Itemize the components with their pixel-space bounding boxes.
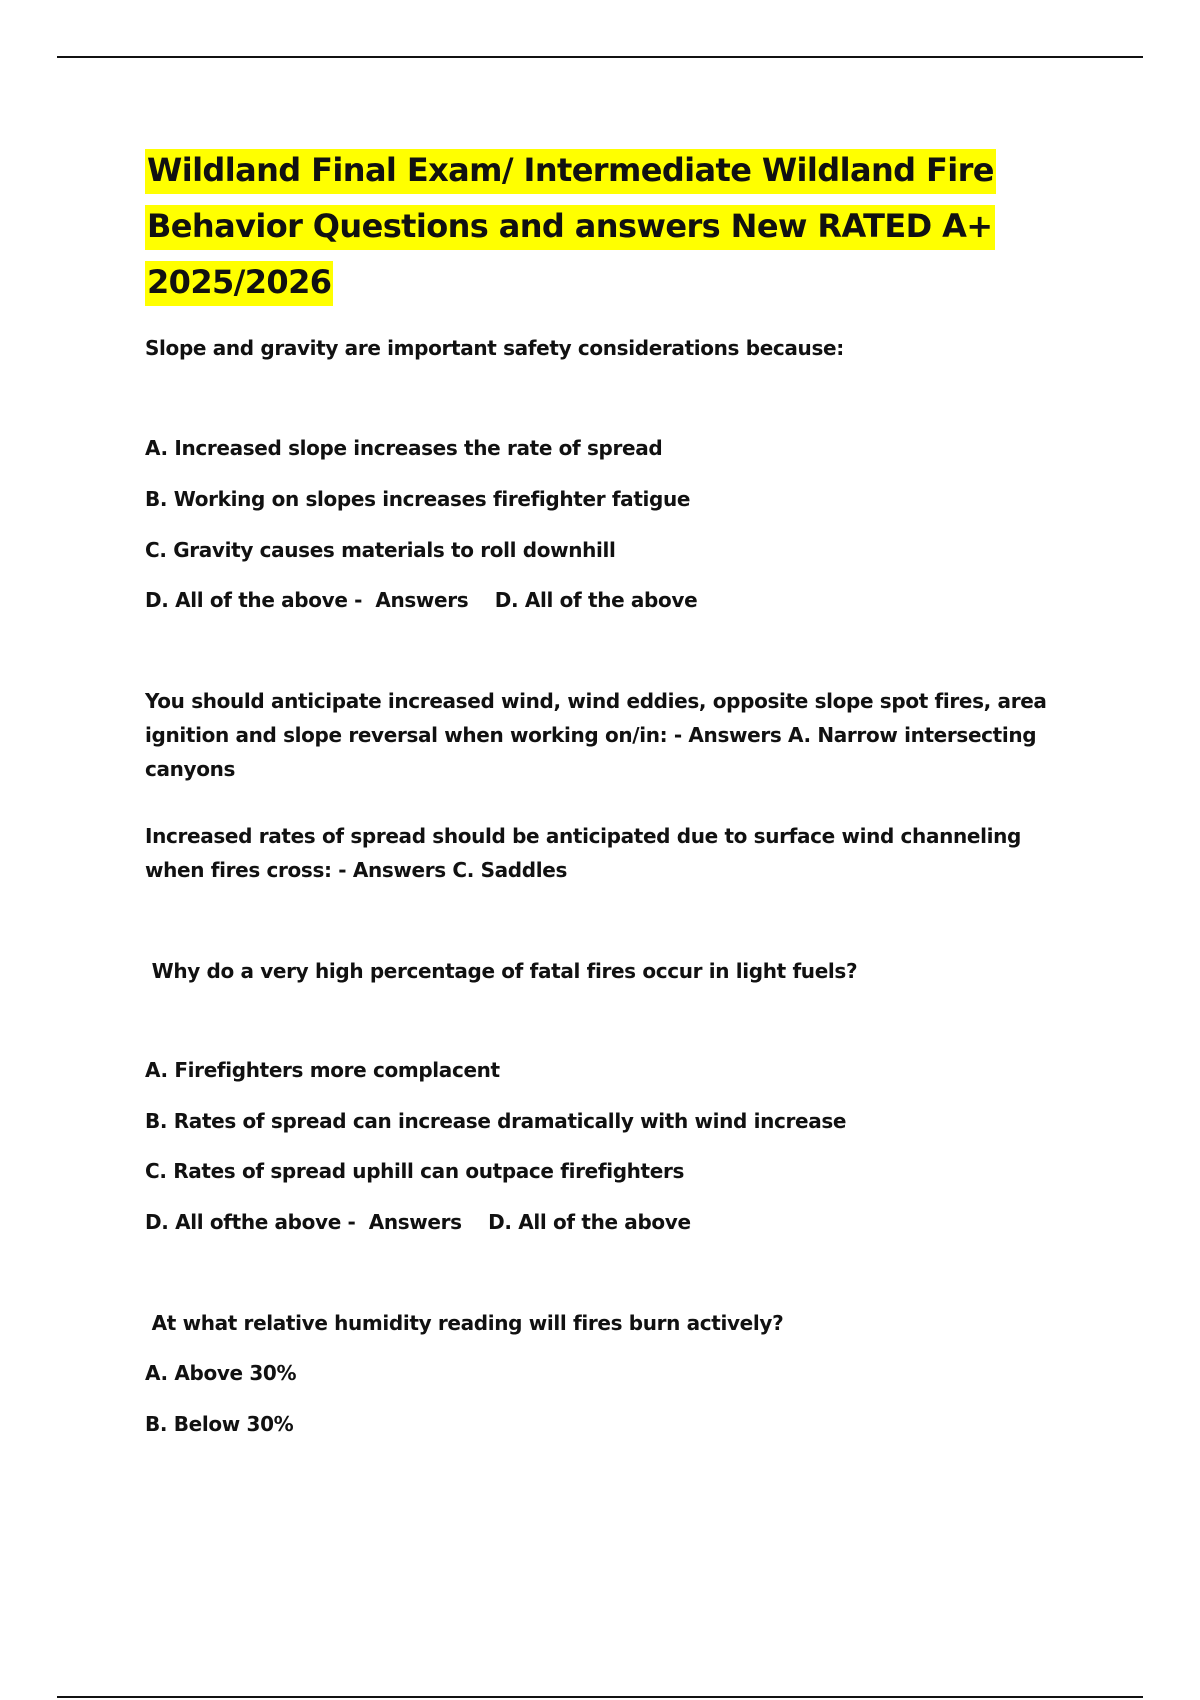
q1-option-a: A. Increased slope increases the rate of spread [145,436,663,460]
question-4: Why do a very high percentage of fatal fires occur in light fuels? [145,959,858,983]
q1-option-b: B. Working on slopes increases firefighter fatigue [145,487,691,511]
q4-option-c: C. Rates of spread uphill can outpace firefighters [145,1159,685,1183]
question-2-with-answer: You should anticipate increased wind, wind eddies, opposite slope spot fires, area ignition and slope reversal when working on/in: - Answers A. Narrow intersecting canyons [145,689,1047,781]
q4-option-a: A. Firefighters more complacent [145,1058,500,1082]
question-5: At what relative humidity reading will fires burn actively? [145,1311,784,1335]
document-title [145,142,1005,310]
q4-option-b: B. Rates of spread can increase dramatically with wind increase [145,1109,847,1133]
q5-option-b: B. Below 30% [145,1412,294,1436]
q1-option-c: C. Gravity causes materials to roll downhill [145,538,616,562]
q5-option-a: A. Above 30% [145,1361,297,1385]
q1-option-d-answer: D. All of the above - Answers D. All of the above [145,588,698,612]
bottom-divider [57,1696,1143,1698]
question-1: Slope and gravity are important safety considerations because: [145,336,844,360]
question-3-with-answer: Increased rates of spread should be anticipated due to surface wind channeling when fires cross: - Answers C. Saddles [145,824,1021,882]
q4-option-d-answer: D. All ofthe above - Answers D. All of the above [145,1210,691,1234]
top-divider [57,56,1143,58]
title-highlight: Wildland Final Exam/ Intermediate Wildland Fire Behavior Questions and answers New RATED A+ 2025/2026 [145,149,996,306]
